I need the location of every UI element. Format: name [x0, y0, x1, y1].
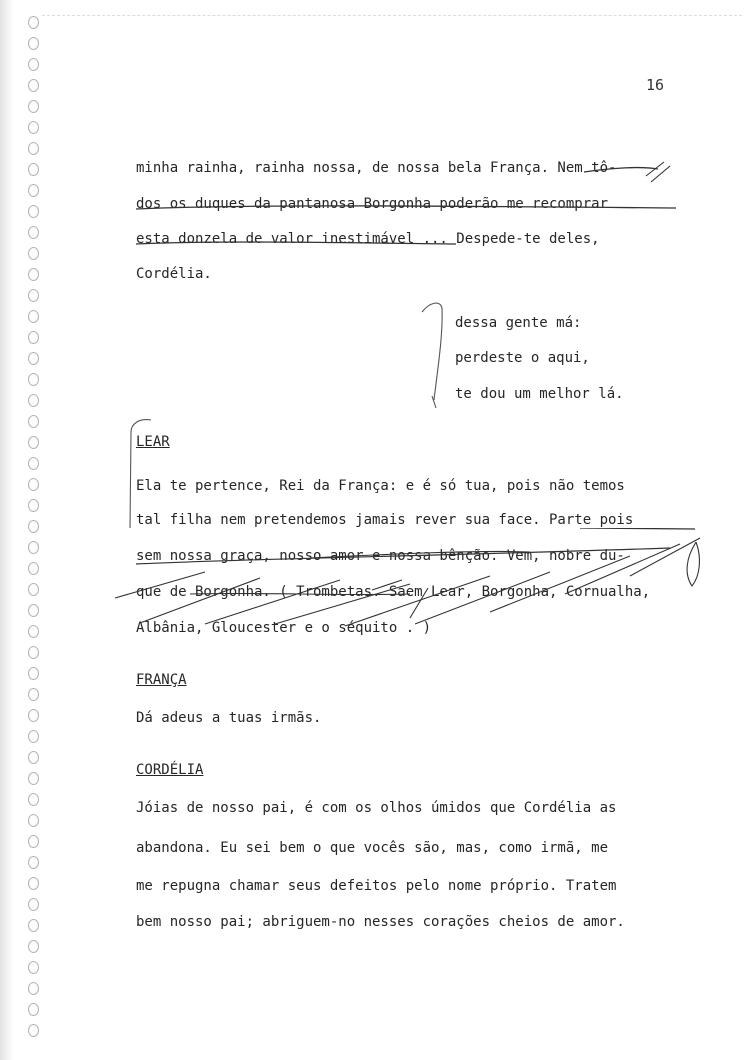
punch-hole: [28, 856, 39, 869]
punch-hole: [28, 625, 39, 638]
verse-line-1: dessa gente má:: [455, 315, 582, 331]
cordelia-line-4: bem nosso pai; abriguem-no nesses corações cheios de amor.: [136, 914, 625, 930]
punch-hole: [28, 604, 39, 617]
cordelia-line-1: Jóias de nosso pai, é com os olhos úmidos que Cordélia as: [136, 800, 617, 816]
punch-hole: [28, 121, 39, 134]
punch-hole: [28, 331, 39, 344]
punch-hole: [28, 961, 39, 974]
punch-hole: [28, 814, 39, 827]
punch-hole: [28, 541, 39, 554]
punch-hole: [28, 16, 39, 29]
cordelia-line-2: abandona. Eu sei bem o que vocês são, mas, como irmã, me: [136, 840, 609, 856]
punch-hole: [28, 583, 39, 596]
punch-hole: [28, 520, 39, 533]
punch-hole: [28, 310, 39, 323]
lear-line-2: tal filha nem pretendemos jamais rever sua face. Parte pois: [136, 512, 634, 528]
speaker-cordelia: CORDÉLIA: [136, 762, 204, 778]
punch-hole: [28, 793, 39, 806]
punch-hole: [28, 835, 39, 848]
punch-hole: [28, 940, 39, 953]
punch-hole: [28, 1003, 39, 1016]
punch-hole: [28, 394, 39, 407]
punch-hole: [28, 226, 39, 239]
punch-hole: [28, 205, 39, 218]
prose-strike-through: [136, 160, 696, 250]
punch-hole: [28, 562, 39, 575]
lear-line-5: Albânia, Gloucester e o séquito . ): [136, 620, 432, 636]
punch-hole: [28, 772, 39, 785]
punch-hole: [28, 478, 39, 491]
prose-line-3: esta donzela de valor inestimável ... Despede-te deles,: [136, 231, 600, 247]
punch-hole: [28, 751, 39, 764]
verse-margin-bracket: [416, 296, 456, 411]
lear-line-4: que de Borgonha. ( Trombetas. Saem Lear, Borgonha, Cornualha,: [136, 584, 651, 600]
punch-hole: [28, 730, 39, 743]
cancellation-scribble: [110, 528, 720, 628]
prose-line-2: dos os duques da pantanosa Borgonha poderão me recomprar: [136, 196, 609, 212]
punch-hole: [28, 163, 39, 176]
punch-hole: [28, 919, 39, 932]
punch-hole: [28, 58, 39, 71]
verse-line-2: perdeste o aqui,: [455, 350, 590, 366]
cordelia-line-3: me repugna chamar seus defeitos pelo nome próprio. Tratem: [136, 878, 617, 894]
punch-hole: [28, 268, 39, 281]
speaker-lear: LEAR: [136, 434, 170, 450]
punch-hole: [28, 688, 39, 701]
punch-hole: [28, 499, 39, 512]
punch-hole: [28, 646, 39, 659]
punch-hole: [28, 79, 39, 92]
verse-line-3: te dou um melhor lá.: [455, 386, 624, 402]
prose-line-4: Cordélia.: [136, 266, 212, 282]
punch-hole: [28, 142, 39, 155]
punch-hole: [28, 898, 39, 911]
lear-line-1: Ela te pertence, Rei da França: e é só tua, pois não temos: [136, 478, 625, 494]
punch-hole: [28, 982, 39, 995]
punch-hole: [28, 352, 39, 365]
franca-line-1: Dá adeus a tuas irmãs.: [136, 710, 322, 726]
punch-holes-column: [0, 0, 60, 1060]
punch-hole: [28, 415, 39, 428]
lear-line-3: sem nossa graça, nosso amor e nossa bênção. Vem, nobre du-: [136, 548, 625, 564]
top-rule: [42, 15, 742, 16]
punch-hole: [28, 877, 39, 890]
speaker-franca: FRANÇA: [136, 672, 187, 688]
punch-hole: [28, 709, 39, 722]
punch-hole: [28, 289, 39, 302]
punch-hole: [28, 373, 39, 386]
punch-hole: [28, 247, 39, 260]
punch-hole: [28, 37, 39, 50]
punch-hole: [28, 457, 39, 470]
punch-hole: [28, 1024, 39, 1037]
punch-hole: [28, 436, 39, 449]
prose-line-1: minha rainha, rainha nossa, de nossa bela França. Nem tô-: [136, 160, 617, 176]
page-number: 16: [646, 76, 665, 94]
punch-hole: [28, 100, 39, 113]
punch-hole: [28, 667, 39, 680]
punch-hole: [28, 184, 39, 197]
